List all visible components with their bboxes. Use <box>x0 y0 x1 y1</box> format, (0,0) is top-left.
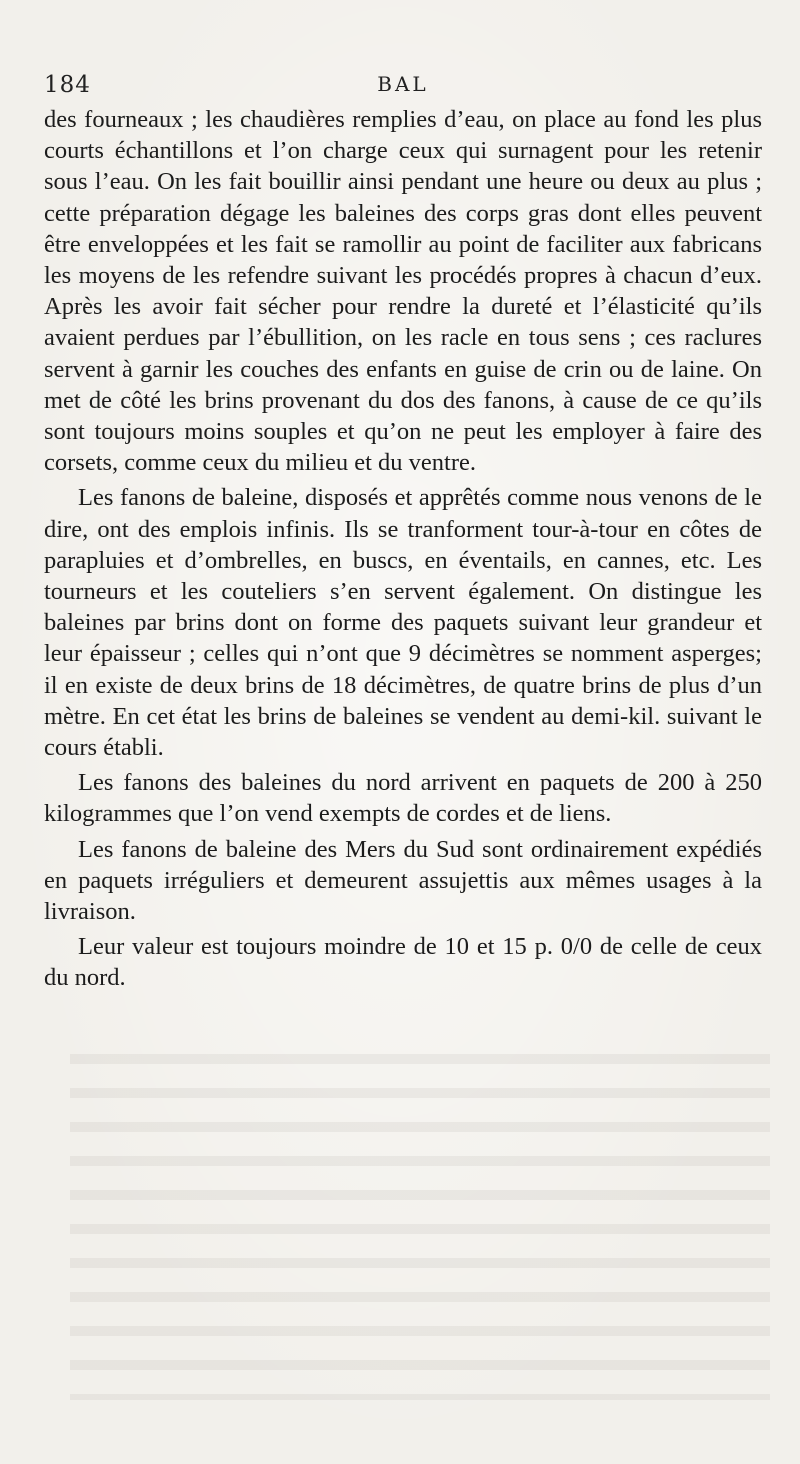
running-head: BAL <box>377 72 429 96</box>
paragraph-3: Les fanons des baleines du nord arrivent en paquets de 200 à 250 kilogrammes que l’on vend exempts de cordes et de liens. <box>44 769 762 828</box>
body-text <box>44 104 762 994</box>
bleed-through-texture <box>70 1040 770 1400</box>
paragraph-2: Les fanons de baleine, disposés et apprêtés comme nous venons de le dire, ont des emplois infinis. Ils se tranforment tour-à-tour en côtes de parapluies et d’ombrelles, en buscs, en éventails, en cannes, etc. Les tourneurs et les couteliers s’en servent également. On distingue les baleines par brins dont on forme des paquets suivant leur grandeur et leur épaisseur ; celles qui n’ont que 9 décimètres se nomment asperges; il en existe de deux brins de 18 décimètres, de quatre brins de plus d’un mètre. En cet état les brins de baleines se vendent au demi-kil. suivant le cours établi. <box>44 484 762 762</box>
paragraph-1: des fourneaux ; les chaudières remplies d’eau, on place au fond les plus courts échantillons et l’on charge ceux qui surnagent pour les retenir sous l’eau. On les fait bouillir ainsi pendant une heure ou deux au plus ; cette préparation dégage les baleines des corps gras dont elles peuvent être enveloppées et les fait se ramollir au point de faciliter aux fabricans les moyens de les refendre suivant les procédés propres à chacun d’eux. Après les avoir fait sécher pour rendre la dureté et l’élasticité qu’ils avaient perdues par l’ébullition, on les racle en tous sens ; ces raclures servent à garnir les couches des enfants en guise de crin ou de laine. On met de côté les brins provenant du dos des fanons, à cause de ce qu’ils sont toujours moins souples et qu’on ne peut les employer à faire des corsets, comme ceux du milieu et du ventre. <box>44 106 762 477</box>
page-header <box>44 72 762 102</box>
paragraph-5: Leur valeur est toujours moindre de 10 et 15 p. 0/0 de celle de ceux du nord. <box>44 933 762 992</box>
page-number: 184 <box>44 72 91 98</box>
paragraph-4: Les fanons de baleine des Mers du Sud sont ordinairement expédiés en paquets irréguliers et demeurent assujettis aux mêmes usages à la livraison. <box>44 835 762 926</box>
